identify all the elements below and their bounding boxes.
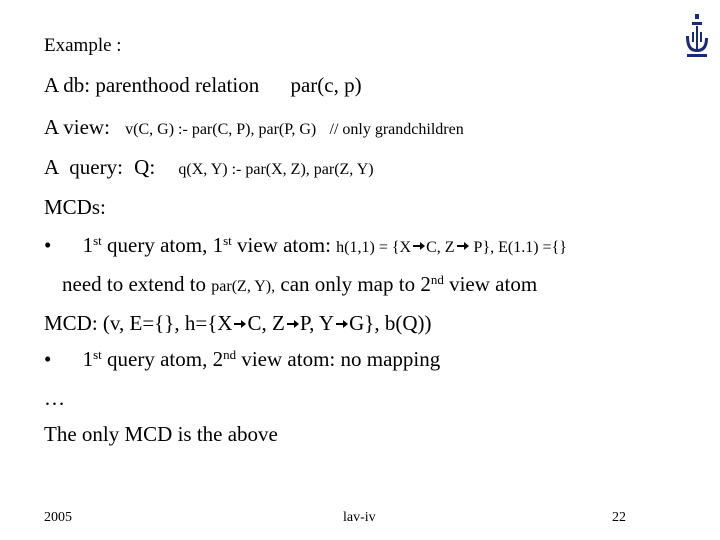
bullet-1	[44, 235, 567, 256]
conclusion: The only MCD is the above	[44, 422, 278, 446]
query-label: A query: Q:	[44, 155, 156, 179]
university-logo-icon	[684, 14, 710, 60]
view-label: A view:	[44, 115, 110, 139]
arrow-icon	[457, 241, 469, 251]
footer-year: 2005	[44, 510, 72, 525]
view-comment: // only grandchildren	[329, 121, 464, 138]
db-line	[44, 75, 362, 96]
mapping-h: h(1,1) = {X C, Z P}, E(1.1) ={}	[336, 239, 567, 256]
view-line	[44, 117, 464, 138]
query-line	[44, 157, 374, 178]
arrow-icon	[234, 319, 246, 329]
arrow-icon	[287, 319, 299, 329]
bullet-1-text: 1st query atom, 1st view atom:	[82, 233, 331, 257]
db-label: A db: parenthood relation	[44, 73, 260, 97]
mcds-heading: MCDs:	[44, 195, 106, 219]
slide-title: Example :	[44, 35, 122, 56]
arrow-icon	[413, 241, 425, 251]
db-relation: par(c, p)	[290, 73, 362, 97]
mcd-line: MCD: (v, E={}, h={X C, Z P, Y G}, b(Q))	[44, 311, 432, 335]
view-definition: v(C, G) :- par(C, P), par(P, G)	[125, 121, 317, 138]
arrow-icon	[336, 319, 348, 329]
bullet-dot: •	[44, 347, 52, 371]
extend-atom: par(Z, Y),	[211, 278, 276, 295]
footer-center: lav-iv	[343, 510, 376, 525]
extend-line: need to extend to par(Z, Y), can only map to 2nd view atom	[62, 272, 538, 296]
footer-page: 22	[612, 510, 626, 525]
bullet-2	[44, 349, 440, 370]
bullet-dot: •	[44, 233, 52, 257]
query-definition: q(X, Y) :- par(X, Z), par(Z, Y)	[178, 161, 374, 178]
bullet-2-text: 1st query atom, 2nd view atom: no mapping	[82, 347, 441, 371]
ellipsis: …	[44, 386, 65, 410]
